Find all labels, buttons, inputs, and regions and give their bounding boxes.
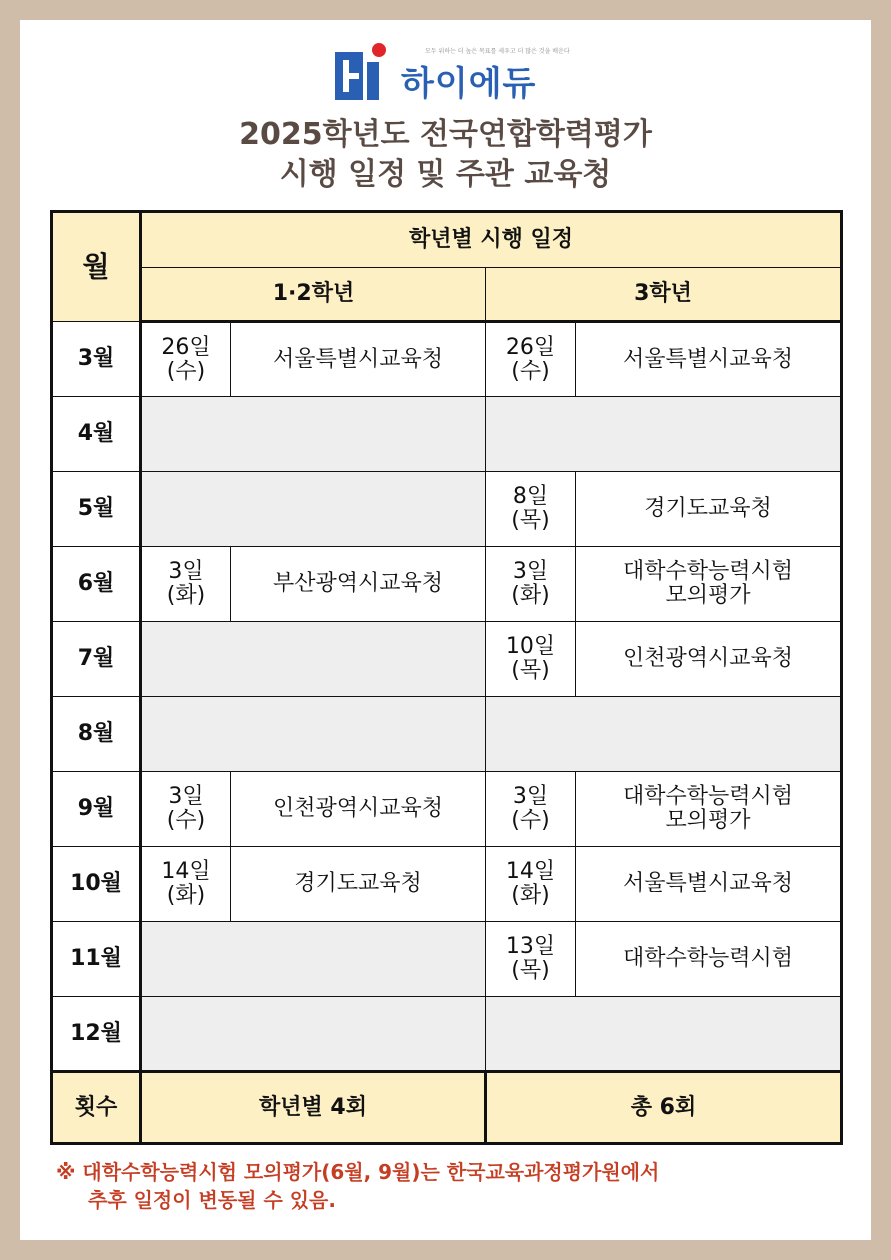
footnote-line2: 추후 일정이 변동될 수 있음.	[88, 1188, 336, 1212]
logo-brand: 하이에듀	[401, 64, 537, 104]
month-cell: 8월	[52, 697, 141, 772]
footnote-line1: ※ 대학수학능력시험 모의평가(6월, 9월)는 한국교육과정평가원에서	[56, 1160, 660, 1184]
g3-agency-cell: 대학수학능력시험 모의평가	[576, 547, 842, 622]
g3-agency-cell: 인천광역시교육청	[576, 622, 842, 697]
table-row	[52, 847, 842, 922]
table-row	[52, 772, 842, 847]
schedule-table	[50, 210, 843, 1145]
month-cell: 7월	[52, 622, 141, 697]
page-subtitle: 시행 일정 및 주관 교육청	[279, 157, 612, 192]
header-row	[52, 212, 842, 268]
month-cell: 5월	[52, 472, 141, 547]
month-cell: 4월	[52, 397, 141, 472]
logo-tagline: 모두 위하는 더 높은 목표를 세우고 더 많은 것을 배운다	[425, 48, 570, 55]
grade3-header: 3학년	[486, 268, 842, 322]
month-cell: 3월	[52, 322, 141, 397]
g12-empty-cell	[141, 922, 486, 997]
g3-date-cell: 26일 (수)	[486, 322, 576, 397]
g3-date-cell: 14일 (화)	[486, 847, 576, 922]
g3-date-cell: 3일 (화)	[486, 547, 576, 622]
g12-empty-cell	[141, 397, 486, 472]
table-row	[52, 622, 842, 697]
page-title: 2025학년도 전국연합학력평가	[239, 117, 652, 152]
month-cell: 11월	[52, 922, 141, 997]
schedule-header: 학년별 시행 일정	[141, 212, 842, 268]
g3-date-cell: 10일 (목)	[486, 622, 576, 697]
g12-date-cell: 3일 (화)	[141, 547, 231, 622]
table-row	[52, 697, 842, 772]
count-row	[52, 1072, 842, 1144]
table-row	[52, 547, 842, 622]
g3-agency-cell: 대학수학능력시험	[576, 922, 842, 997]
table-row	[52, 322, 842, 397]
count-label: 횟수	[52, 1072, 141, 1144]
logo-mark-icon	[333, 40, 397, 104]
g12-date-cell: 3일 (수)	[141, 772, 231, 847]
g3-date-cell: 13일 (목)	[486, 922, 576, 997]
g12-agency-cell: 경기도교육청	[231, 847, 486, 922]
grade12-header: 1·2학년	[141, 268, 486, 322]
g3-empty-cell	[486, 697, 842, 772]
month-cell: 10월	[52, 847, 141, 922]
g12-date-cell: 26일 (수)	[141, 322, 231, 397]
g3-agency-cell: 경기도교육청	[576, 472, 842, 547]
table-row	[52, 922, 842, 997]
table-row	[52, 472, 842, 547]
count-g12: 학년별 4회	[141, 1072, 486, 1144]
g3-empty-cell	[486, 397, 842, 472]
footnote	[56, 1158, 836, 1214]
month-header: 월	[52, 212, 141, 322]
month-cell: 9월	[52, 772, 141, 847]
g12-date-cell: 14일 (화)	[141, 847, 231, 922]
g12-empty-cell	[141, 472, 486, 547]
g12-agency-cell: 부산광역시교육청	[231, 547, 486, 622]
g3-empty-cell	[486, 997, 842, 1072]
g3-date-cell: 3일 (수)	[486, 772, 576, 847]
table-row	[52, 397, 842, 472]
month-cell: 12월	[52, 997, 141, 1072]
count-g3: 총 6회	[486, 1072, 842, 1144]
g3-agency-cell: 서울특별시교육청	[576, 322, 842, 397]
g3-agency-cell: 대학수학능력시험 모의평가	[576, 772, 842, 847]
schedule-card	[20, 20, 871, 1240]
g12-empty-cell	[141, 997, 486, 1072]
logo	[333, 38, 573, 106]
g12-empty-cell	[141, 622, 486, 697]
g12-agency-cell: 인천광역시교육청	[231, 772, 486, 847]
g12-agency-cell: 서울특별시교육청	[231, 322, 486, 397]
g3-agency-cell: 서울특별시교육청	[576, 847, 842, 922]
grade-header-row	[52, 268, 842, 322]
month-cell: 6월	[52, 547, 141, 622]
table-row	[52, 997, 842, 1072]
g3-date-cell: 8일 (목)	[486, 472, 576, 547]
g12-empty-cell	[141, 697, 486, 772]
